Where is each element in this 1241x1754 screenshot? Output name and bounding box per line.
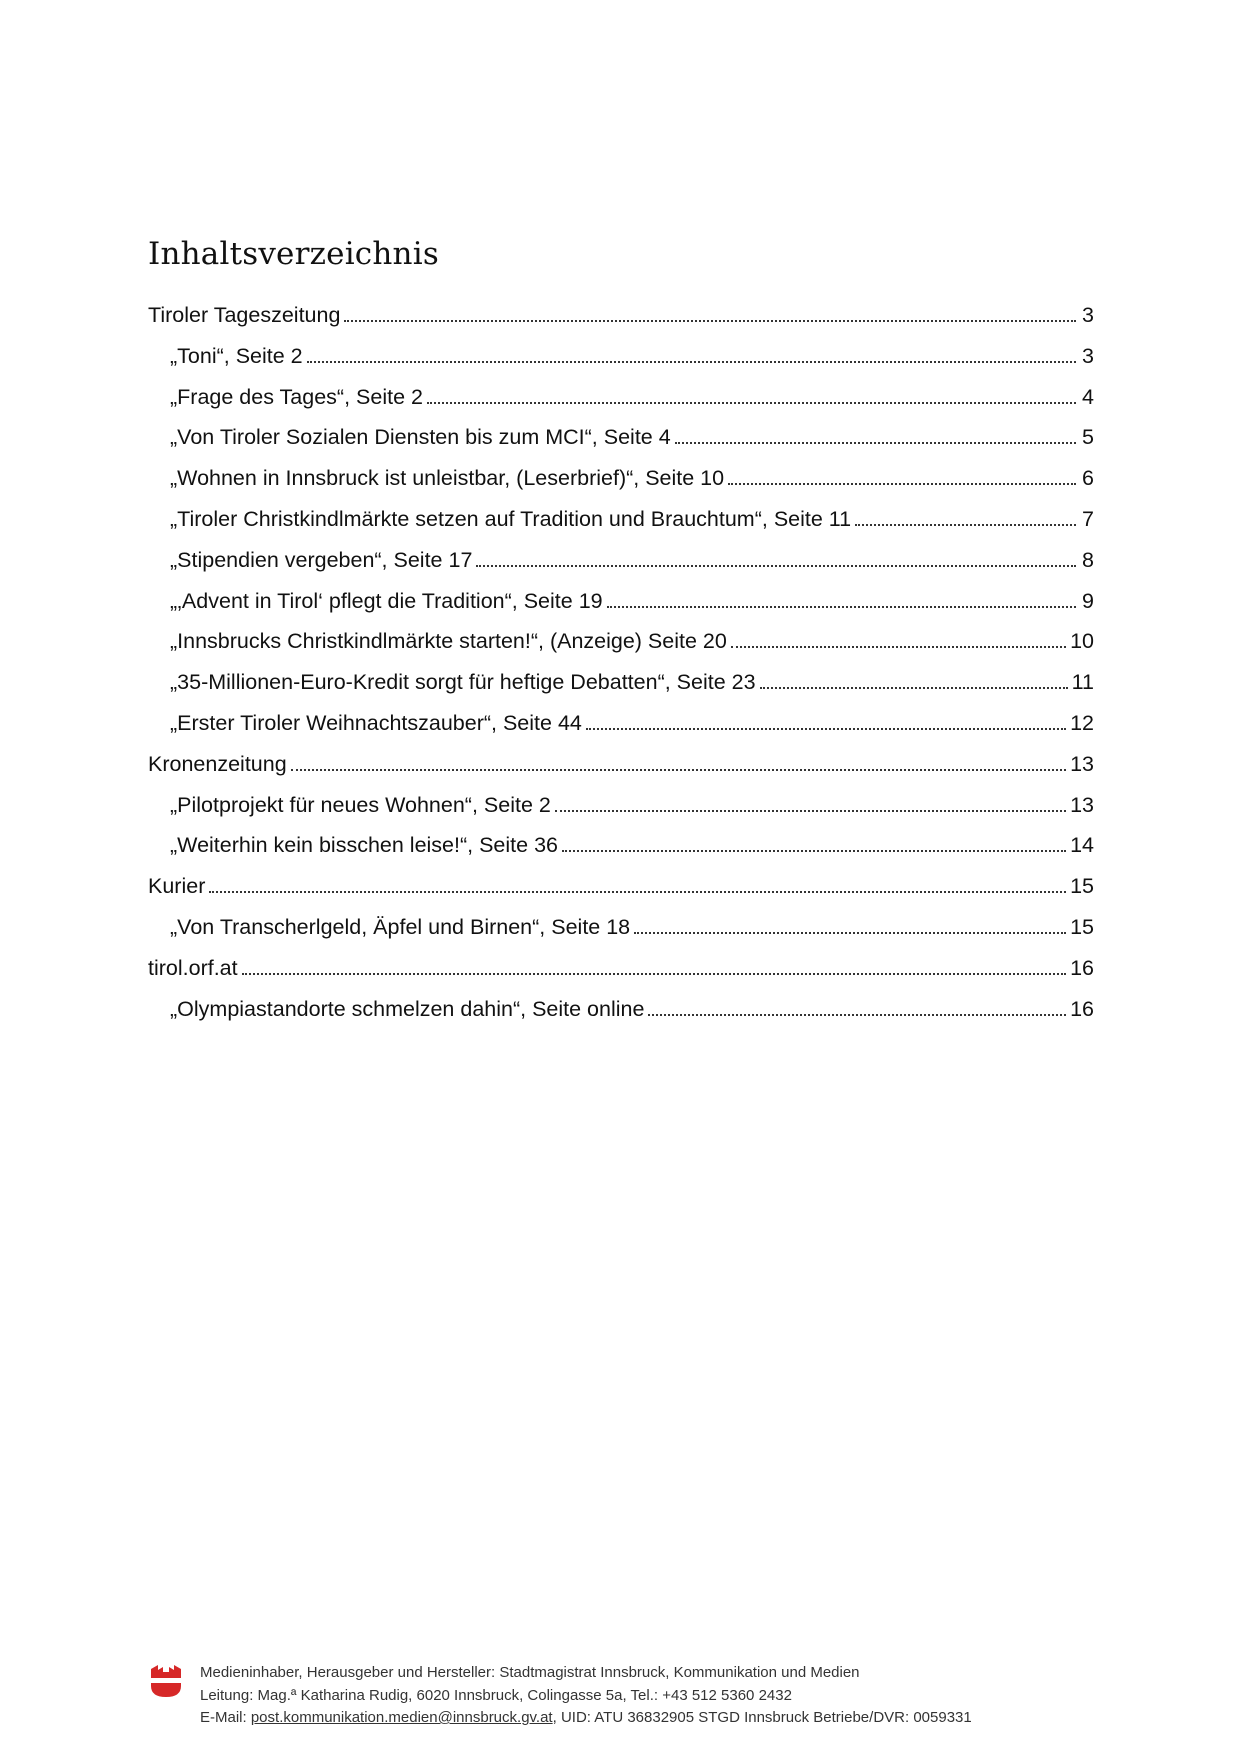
toc-section-entry[interactable] xyxy=(148,874,1094,915)
toc-dot-leader xyxy=(855,524,1076,526)
toc-dot-leader xyxy=(344,320,1076,322)
toc-article-entry[interactable] xyxy=(148,466,1094,507)
footer-line-publisher: Medieninhaber, Herausgeber und Hersteller: Stadtmagistrat Innsbruck, Kommunikation und Medien xyxy=(200,1664,860,1681)
toc-entry-title: „Tiroler Christkindlmärkte setzen auf Tradition und Brauchtum“, Seite 11 xyxy=(170,506,852,531)
toc-dot-leader xyxy=(476,565,1076,567)
toc-page-number: 6 xyxy=(1082,466,1094,491)
toc-dot-leader xyxy=(209,891,1066,893)
page-title: Inhaltsverzeichnis xyxy=(148,236,439,272)
toc-article-entry[interactable] xyxy=(148,344,1094,385)
footer-email-link[interactable]: post.kommunikation.medien@innsbruck.gv.at xyxy=(250,1709,553,1726)
toc-dot-leader xyxy=(586,728,1066,730)
toc-dot-leader xyxy=(634,932,1066,934)
toc-page-number: 12 xyxy=(1070,710,1094,735)
toc-page-number: 3 xyxy=(1082,343,1094,368)
toc-page-number: 15 xyxy=(1070,874,1094,899)
toc-page-number: 14 xyxy=(1070,833,1094,858)
toc-article-entry[interactable] xyxy=(148,589,1094,630)
toc-section-entry[interactable] xyxy=(148,752,1094,793)
toc-entry-title: „35-Millionen-Euro-Kredit sorgt für heftige Debatten“, Seite 23 xyxy=(170,670,756,695)
footer-text xyxy=(200,1662,972,1730)
toc-dot-leader xyxy=(675,442,1076,444)
toc-dot-leader xyxy=(760,687,1068,689)
toc-entry-title: „Innsbrucks Christkindlmärkte starten!“, (Anzeige) Seite 20 xyxy=(170,629,727,654)
footer xyxy=(150,1662,1090,1730)
toc-dot-leader xyxy=(607,606,1076,608)
toc-entry-title: „‚Advent in Tirol‘ pflegt die Tradition“, Seite 19 xyxy=(170,588,603,613)
toc-dot-leader xyxy=(291,769,1066,771)
toc-entry-title: Tiroler Tageszeitung xyxy=(148,303,341,327)
toc-article-entry[interactable] xyxy=(148,915,1094,956)
toc-dot-leader xyxy=(728,483,1076,485)
toc-article-entry[interactable] xyxy=(148,385,1094,426)
toc-dot-leader xyxy=(242,973,1066,975)
toc-dot-leader xyxy=(427,402,1076,404)
toc-article-entry[interactable] xyxy=(148,507,1094,548)
toc-article-entry[interactable] xyxy=(148,711,1094,752)
toc-page-number: 5 xyxy=(1082,425,1094,450)
toc-entry-title: „Von Tiroler Sozialen Diensten bis zum MCI“, Seite 4 xyxy=(170,425,671,450)
toc-article-entry[interactable] xyxy=(148,629,1094,670)
toc-dot-leader xyxy=(555,810,1066,812)
toc-page-number: 16 xyxy=(1070,996,1094,1021)
toc-entry-title: „Olympiastandorte schmelzen dahin“, Seite online xyxy=(170,996,645,1021)
toc-article-entry[interactable] xyxy=(148,425,1094,466)
toc-entry-title: Kronenzeitung xyxy=(148,751,287,776)
toc-dot-leader xyxy=(731,646,1066,648)
toc-dot-leader xyxy=(307,361,1076,363)
toc-entry-title: „Pilotprojekt für neues Wohnen“, Seite 2 xyxy=(170,792,551,817)
toc-article-entry[interactable] xyxy=(148,670,1094,711)
table-of-contents xyxy=(148,303,1094,1037)
toc-dot-leader xyxy=(562,850,1066,852)
toc-section-entry[interactable] xyxy=(148,303,1094,344)
toc-dot-leader xyxy=(648,1014,1066,1016)
toc-entry-title: „Stipendien vergeben“, Seite 17 xyxy=(170,547,473,572)
toc-page-number: 13 xyxy=(1070,792,1094,817)
toc-page-number: 11 xyxy=(1071,670,1094,695)
toc-page-number: 9 xyxy=(1082,588,1094,613)
innsbruck-logo-icon xyxy=(150,1664,182,1698)
footer-line-management: Leitung: Mag.ª Katharina Rudig, 6020 Innsbruck, Colingasse 5a, Tel.: +43 512 5360 2432 xyxy=(200,1686,792,1704)
toc-entry-title: „Frage des Tages“, Seite 2 xyxy=(170,384,423,409)
toc-page-number: 10 xyxy=(1070,629,1094,654)
toc-page-number: 3 xyxy=(1082,303,1094,327)
toc-page-number: 8 xyxy=(1082,547,1094,572)
toc-entry-title: „Von Transcherlgeld, Äpfel und Birnen“, Seite 18 xyxy=(170,914,631,939)
toc-page-number: 16 xyxy=(1070,955,1094,980)
toc-section-entry[interactable] xyxy=(148,956,1094,997)
toc-page-number: 4 xyxy=(1082,384,1094,409)
toc-entry-title: Kurier xyxy=(148,874,206,899)
toc-article-entry[interactable] xyxy=(148,833,1094,874)
toc-entry-title: tirol.orf.at xyxy=(148,955,238,980)
toc-page-number: 13 xyxy=(1070,751,1094,776)
toc-page-number: 15 xyxy=(1070,914,1094,939)
toc-article-entry[interactable] xyxy=(148,997,1094,1038)
toc-entry-title: „Wohnen in Innsbruck ist unleistbar, (Leserbrief)“, Seite 10 xyxy=(170,466,725,491)
toc-page-number: 7 xyxy=(1082,506,1094,531)
toc-article-entry[interactable] xyxy=(148,548,1094,589)
footer-line-contact: E-Mail: post.kommunikation.medien@innsbruck.gv.at, UID: ATU 36832905 STGD Innsbruck Betriebe/DVR: 0059331 xyxy=(200,1709,972,1726)
toc-entry-title: „Erster Tiroler Weihnachtszauber“, Seite 44 xyxy=(170,710,582,735)
toc-entry-title: „Toni“, Seite 2 xyxy=(170,343,303,368)
toc-entry-title: „Weiterhin kein bisschen leise!“, Seite 36 xyxy=(170,833,558,858)
toc-article-entry[interactable] xyxy=(148,793,1094,834)
